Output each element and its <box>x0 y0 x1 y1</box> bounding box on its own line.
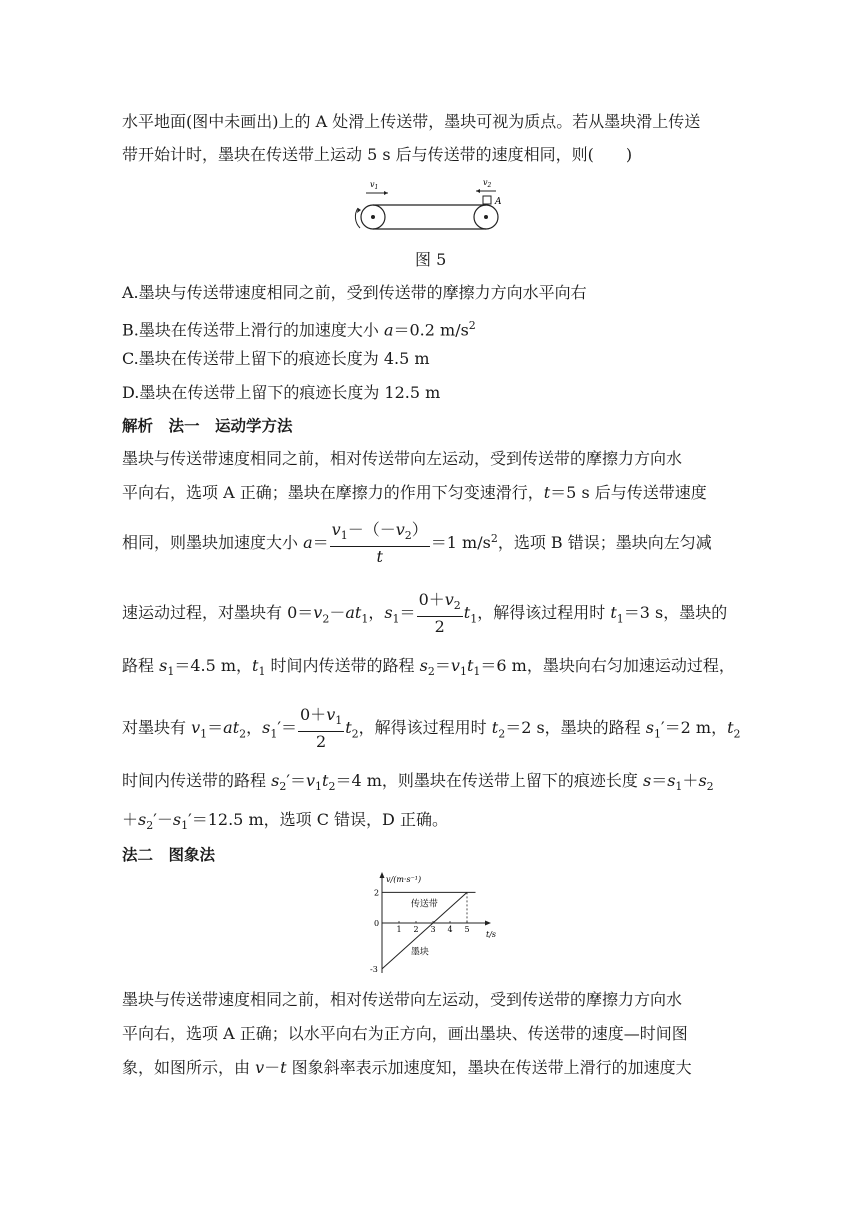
series-label-block: 墨块 <box>410 947 429 958</box>
s1-fraction: $\frac{0+v_2}{2}$ <box>418 590 461 637</box>
acceleration-fraction: $\frac{v_1-(-v_2)}{t}$ <box>331 520 428 567</box>
intro-line-2: 带开始计时，墨块在传送带上运动 5 s 后与传送带的速度相同，则( ) <box>122 145 633 164</box>
option-b: B.墨块在传送带上滑行的加速度大小 a＝0.2 $m/s^2$ <box>122 319 476 340</box>
analysis-line-1: 墨块与传送带速度相同之前，相对传送带向左运动，受到传送带的摩擦力方向水 <box>122 449 683 468</box>
analysis-line-2: 平向右，选项 A 正确；墨块在摩擦力的作用下匀变速滑行，t＝5 s 后与传送带速度 <box>122 483 707 502</box>
analysis-line-3: 相同，则墨块加速度大小 a＝ $\frac{v_1-(-v_2)}{t}$ ＝1 $m/s^2$，选项 B 错误；墨块向左匀减 <box>122 520 712 567</box>
y-axis-label: v/(m·s⁻¹) <box>386 875 422 884</box>
v2-label: $v_2$ <box>483 178 492 189</box>
y-axis-arrow <box>380 872 385 878</box>
v1-label: $v_1$ <box>370 180 379 191</box>
x-tick-label: 5 <box>464 925 470 934</box>
x-tick-label: 2 <box>413 925 419 934</box>
analysis-line-8: $+s_2'-s_1'=12.5$ m，选项 C 错误，D 正确。 <box>122 810 448 833</box>
figure-5-conveyor <box>346 176 516 236</box>
x-tick-label: 4 <box>447 925 453 934</box>
velocity-time-chart <box>352 868 512 973</box>
intro-line-1: 水平地面(图中未画出)上的 A 处滑上传送带，墨块可视为质点。若从墨块滑上传送 <box>122 112 701 131</box>
series-label-belt: 传送带 <box>410 899 438 910</box>
y-tick-label: 2 <box>374 888 380 898</box>
y-tick-label: 0 <box>374 919 380 928</box>
analysis-heading: 解析 法一 运动学方法 <box>122 417 293 435</box>
y-tick-label: -3 <box>370 964 378 973</box>
option-c: C.墨块在传送带上留下的痕迹长度为 4.5 m <box>122 349 430 368</box>
ink-block <box>483 196 491 204</box>
x-axis-arrow <box>485 921 491 926</box>
analysis-line-5: 路程 $s_1=4.5$ m，$t_1$ 时间内传送带的路程 $s_2=v_1t_1=6$ m，墨块向右匀加速运动过程， <box>122 656 735 679</box>
analysis-line-6: 对墨块有 $v_1=at_2$，$s_1'=$ $\frac{0+v_1}{2}$ $t_2$，解得该过程用时 $t_2=2$ s，墨块的路程 $s_1'=2$ m，$t_2$ <box>122 705 741 752</box>
analysis-line-7: 时间内传送带的路程 $s_2'=v_1t_2=4$ m，则墨块在传送带上留下的痕迹长度 $s=s_1+s_2$ <box>122 771 714 794</box>
analysis-2-line-1: 墨块与传送带速度相同之前，相对传送带向左运动，受到传送带的摩擦力方向水 <box>122 990 683 1009</box>
figure-5-caption: 图 5 <box>415 250 447 269</box>
option-a: A.墨块与传送带速度相同之前，受到传送带的摩擦力方向水平向右 <box>122 283 587 302</box>
analysis-2-line-3: 象，如图所示，由 v－t 图象斜率表示加速度知，墨块在传送带上滑行的加速度大 <box>122 1058 692 1077</box>
x-tick-label: 1 <box>396 925 402 934</box>
x-tick-label: 3 <box>430 925 436 934</box>
x-axis-label: t/s <box>486 930 497 939</box>
s1-prime-fraction: $\frac{0+v_1}{2}$ <box>300 705 343 752</box>
analysis-heading-2: 法二 图象法 <box>122 846 216 864</box>
analysis-2-line-2: 平向右，选项 A 正确；以水平向右为正方向，画出墨块、传送带的速度—时间图 <box>122 1024 688 1043</box>
point-a-label: A <box>495 197 502 207</box>
option-d: D.墨块在传送带上留下的痕迹长度为 12.5 m <box>122 383 441 402</box>
analysis-line-4: 速运动过程，对墨块有 $0=v_2-at_1$，$s_1=$ $\frac{0+v_2}{2}$ $t_1$，解得该过程用时 $t_1=3$ s，墨块的 <box>122 590 728 637</box>
